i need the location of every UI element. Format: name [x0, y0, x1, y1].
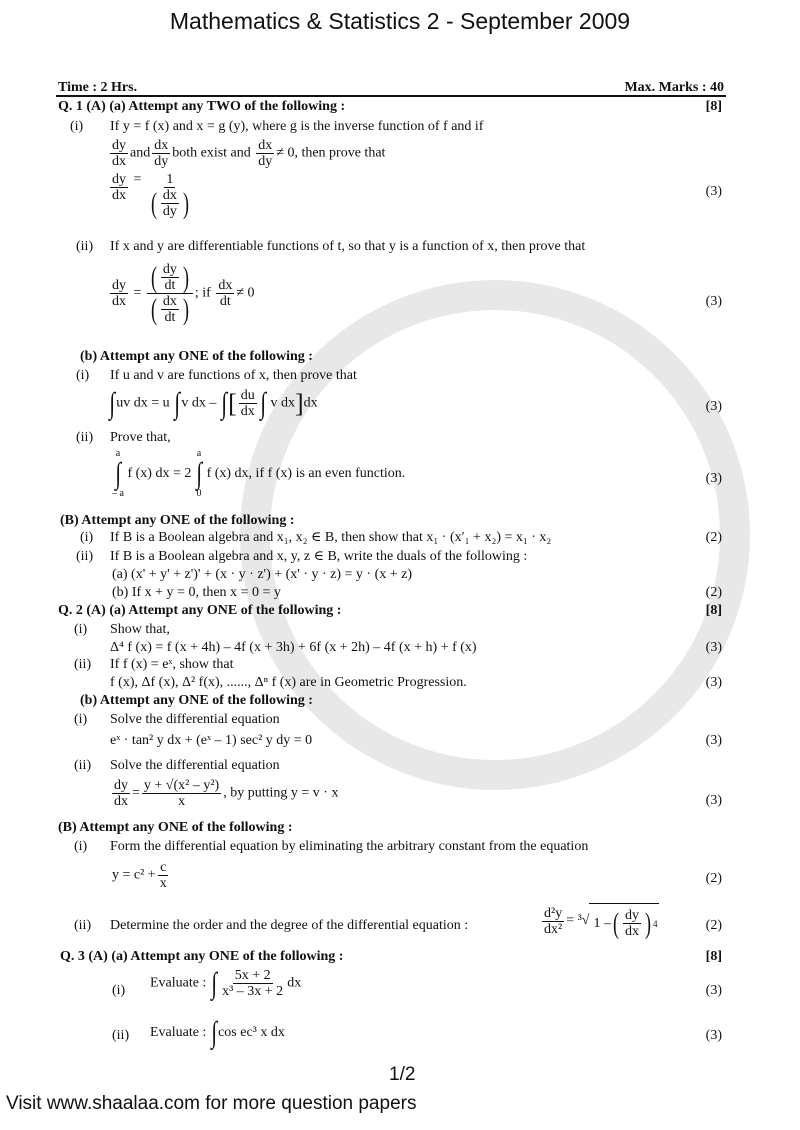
- q2-bi-number: (i): [74, 712, 88, 727]
- q2-marks: [8]: [705, 603, 722, 618]
- denominator: dy: [258, 154, 273, 169]
- q1-bi-number: (i): [76, 368, 90, 383]
- q2-b-heading: (b) Attempt any ONE of the following :: [80, 693, 313, 708]
- denominator: x: [159, 876, 167, 891]
- numerator: dy: [112, 172, 126, 187]
- q1-Bi-number: (i): [80, 530, 94, 545]
- q1-ii-marks: (3): [705, 294, 722, 309]
- q2-bi-text: Solve the differential equation: [110, 712, 280, 727]
- q2-Bii-text: Determine the order and the degree of the differential equation :: [110, 918, 469, 933]
- q2-Bii-number: (ii): [74, 918, 92, 933]
- q3-i-number: (i): [112, 983, 126, 998]
- q2-ii-line2: f (x), Δf (x), Δ² f(x), ......, Δⁿ f (x) are in Geometric Progression.: [110, 675, 467, 690]
- numerator: dx: [154, 138, 169, 153]
- text: f (x) dx = 2: [127, 466, 192, 482]
- q2-ii-text: If f (x) = eˣ, show that: [110, 657, 234, 672]
- denominator: dx: [240, 404, 255, 419]
- numerator: dx: [162, 188, 177, 203]
- q1-heading: Q. 1 (A) (a) Attempt any TWO of the following :: [58, 99, 346, 114]
- denominator: x: [178, 794, 186, 809]
- numerator: dy: [114, 778, 128, 793]
- denominator: x³ – 3x + 2: [222, 984, 284, 999]
- q1-B-heading: (B) Attempt any ONE of the following :: [60, 513, 295, 528]
- q3-i-marks: (3): [705, 983, 722, 998]
- denominator: dt: [219, 294, 231, 309]
- q1-Bii-number: (ii): [76, 549, 94, 564]
- q2-Bi-marks: (2): [705, 871, 722, 886]
- q2-i-text: Show that,: [110, 622, 170, 637]
- numerator: 5x + 2: [234, 968, 271, 983]
- q1-bi-text: If u and v are functions of x, then prove that: [110, 368, 357, 383]
- q1-i-text: If y = f (x) and x = g (y), where g is the inverse function of f and if: [110, 119, 484, 134]
- text: both exist and: [172, 145, 251, 161]
- q1-Bii-marks: (2): [705, 585, 722, 600]
- q1-ii-text: If x and y are differentiable functions of t, so that y is a function of x, then prove that: [110, 239, 586, 254]
- numerator: 1: [166, 172, 174, 187]
- q1-bi-marks: (3): [705, 399, 722, 414]
- denominator: dt: [164, 278, 176, 293]
- q1-i-number: (i): [70, 119, 84, 134]
- max-marks-label: Max. Marks : 40: [624, 80, 724, 95]
- q2-bii-formula: $\frac{dy}{dx}$ = $\frac{\text{y + √(x² – y²)}}{x}$ , by putting y = v · x: [114, 778, 339, 809]
- q1-bii-marks: (3): [705, 471, 722, 486]
- q2-Bi-number: (i): [74, 839, 88, 854]
- q1-b-heading: (b) Attempt any ONE of the following :: [80, 349, 313, 364]
- q3-ii-formula: Evaluate : ∫cos ec³ x dx: [150, 1016, 285, 1049]
- q2-Bi-text: Form the differential equation by eliminating the arbitrary constant from the equation: [110, 839, 589, 854]
- text: and: [130, 145, 151, 161]
- text: cos ec³ x dx: [218, 1025, 285, 1041]
- q2-i-marks: (3): [705, 640, 722, 655]
- text: ; if: [194, 285, 211, 301]
- q1-i-marks: (3): [705, 184, 722, 199]
- text: Evaluate :: [150, 1025, 207, 1041]
- q2-B-heading: (B) Attempt any ONE of the following :: [58, 820, 293, 835]
- footer-link[interactable]: Visit www.shaalaa.com for more question papers: [6, 1093, 417, 1114]
- denominator: dt: [164, 310, 176, 325]
- q1-marks: [8]: [705, 99, 722, 114]
- text: = ³√: [566, 913, 590, 929]
- q2-i-number: (i): [74, 622, 88, 637]
- upper-limit: a: [196, 448, 202, 459]
- q1-Bii-b: (b) If x + y = 0, then x = 0 = y: [112, 585, 281, 600]
- text: ≠ 0: [236, 285, 255, 301]
- q1-ii-number: (ii): [76, 239, 94, 254]
- q2-Bi-formula: [112, 860, 171, 891]
- upper-limit: a: [115, 448, 121, 459]
- text: v dx –: [181, 395, 217, 411]
- numerator: dx: [162, 294, 177, 309]
- q1-i-formula: $\frac{dy}{dx}$ = 1 ( $\frac{dx}{dy}$ ): [112, 172, 189, 220]
- text: 1 –: [593, 915, 611, 931]
- q2-heading: Q. 2 (A) (a) Attempt any ONE of the following :: [58, 603, 342, 618]
- denominator: dx: [112, 154, 126, 169]
- text: f (x) dx, if f (x) is an even function.: [206, 466, 406, 482]
- text: , by putting y = v · x: [223, 785, 339, 801]
- denominator: dy: [154, 154, 169, 169]
- lower-limit: – a: [112, 488, 124, 499]
- q1-bii-text: Prove that,: [110, 430, 171, 445]
- q1-bii-formula: a ∫ – a f (x) dx = 2 a ∫ 0 f (x) dx, if f (x) is an even function.: [112, 448, 406, 499]
- numerator: c: [160, 860, 167, 875]
- text: uv dx = u: [116, 395, 170, 411]
- text: v dx: [270, 395, 295, 411]
- q2-i-formula: Δ⁴ f (x) = f (x + 4h) – 4f (x + 3h) + 6f (x + 2h) – 4f (x + h) + f (x): [110, 640, 477, 655]
- numerator: dy: [162, 262, 177, 277]
- text: y = c² +: [112, 867, 156, 883]
- q1-i-condition: [108, 138, 385, 169]
- page-number: 1/2: [389, 1064, 416, 1085]
- q1-Bii-a: (a) (x' + y' + z')' + (x · y · z') + (x' · y · z) = y · (x + z): [112, 567, 413, 582]
- q3-heading: Q. 3 (A) (a) Attempt any ONE of the following :: [60, 949, 344, 964]
- q2-bii-marks: (3): [705, 793, 722, 808]
- numerator: du: [240, 388, 255, 403]
- text: dx: [303, 395, 318, 411]
- q3-i-formula: Evaluate : ∫ $\frac{5x + 2}{\text{x³ – 3x + 2}}$ dx: [150, 966, 302, 1000]
- q2-ii-marks: (3): [705, 675, 722, 690]
- numerator: d²y: [544, 905, 563, 921]
- numerator: dx: [258, 138, 273, 153]
- header-rule: [56, 95, 726, 97]
- q1-Bi-marks: (2): [705, 530, 722, 545]
- lower-limit: 0: [196, 488, 202, 499]
- q1-Bii-text: If B is a Boolean algebra and x, y, z ∈ B, write the duals of the following :: [110, 549, 528, 564]
- denominator: dy: [162, 204, 177, 219]
- q2-bi-formula: eˣ · tan² y dx + (eˣ – 1) sec² y dy = 0: [110, 733, 313, 748]
- numerator: dy: [112, 138, 126, 153]
- q1-bii-number: (ii): [76, 430, 94, 445]
- text: Evaluate :: [150, 975, 207, 991]
- q1-bi-formula: ∫uv dx = u ∫v dx – ∫[ $\frac{du}{dx}$ ∫ v dx]dx: [109, 386, 318, 420]
- numerator: dy: [624, 908, 639, 923]
- denominator: dx: [112, 294, 126, 309]
- numerator: y + √(x² – y²): [143, 778, 220, 793]
- q2-bii-number: (ii): [74, 758, 92, 773]
- q2-bii-text: Solve the differential equation: [110, 758, 280, 773]
- q2-Bii-marks: (2): [705, 918, 722, 933]
- q2-bi-marks: (3): [705, 733, 722, 748]
- q3-ii-marks: (3): [705, 1028, 722, 1043]
- q1-Bi-text: If B is a Boolean algebra and x₁, x₂ ∈ B, then show that x₁ · (x′₁ + x₂) = x₁ · x₂: [110, 530, 552, 545]
- denominator: dx: [112, 188, 126, 203]
- numerator: dx: [218, 278, 233, 293]
- time-label: Time : 2 Hrs.: [58, 80, 138, 95]
- q3-marks: [8]: [705, 949, 722, 964]
- text: ≠ 0, then prove that: [276, 145, 386, 161]
- numerator: dy: [112, 278, 126, 293]
- denominator: dx: [114, 794, 128, 809]
- q3-ii-number: (ii): [112, 1028, 130, 1043]
- text: dx: [287, 975, 302, 991]
- q2-Bii-formula: $\frac{\text{d²y}}{\text{dx²}}$ = ³√ 1 – ( $\frac{dy}{dx}$ ) 4: [540, 903, 659, 939]
- denominator: dx²: [544, 921, 563, 937]
- exponent: 4: [652, 918, 658, 929]
- denominator: dx: [624, 924, 639, 939]
- q2-ii-number: (ii): [74, 657, 92, 672]
- q1-ii-formula: $\frac{dy}{dx}$ = ( $\frac{dy}{dt}$ ) ( $\frac{dx}{dt}$ ) ; if $\frac{dx}{dt}$ ≠ 0: [112, 260, 255, 326]
- page-title: Mathematics & Statistics 2 - September 2009: [169, 8, 631, 34]
